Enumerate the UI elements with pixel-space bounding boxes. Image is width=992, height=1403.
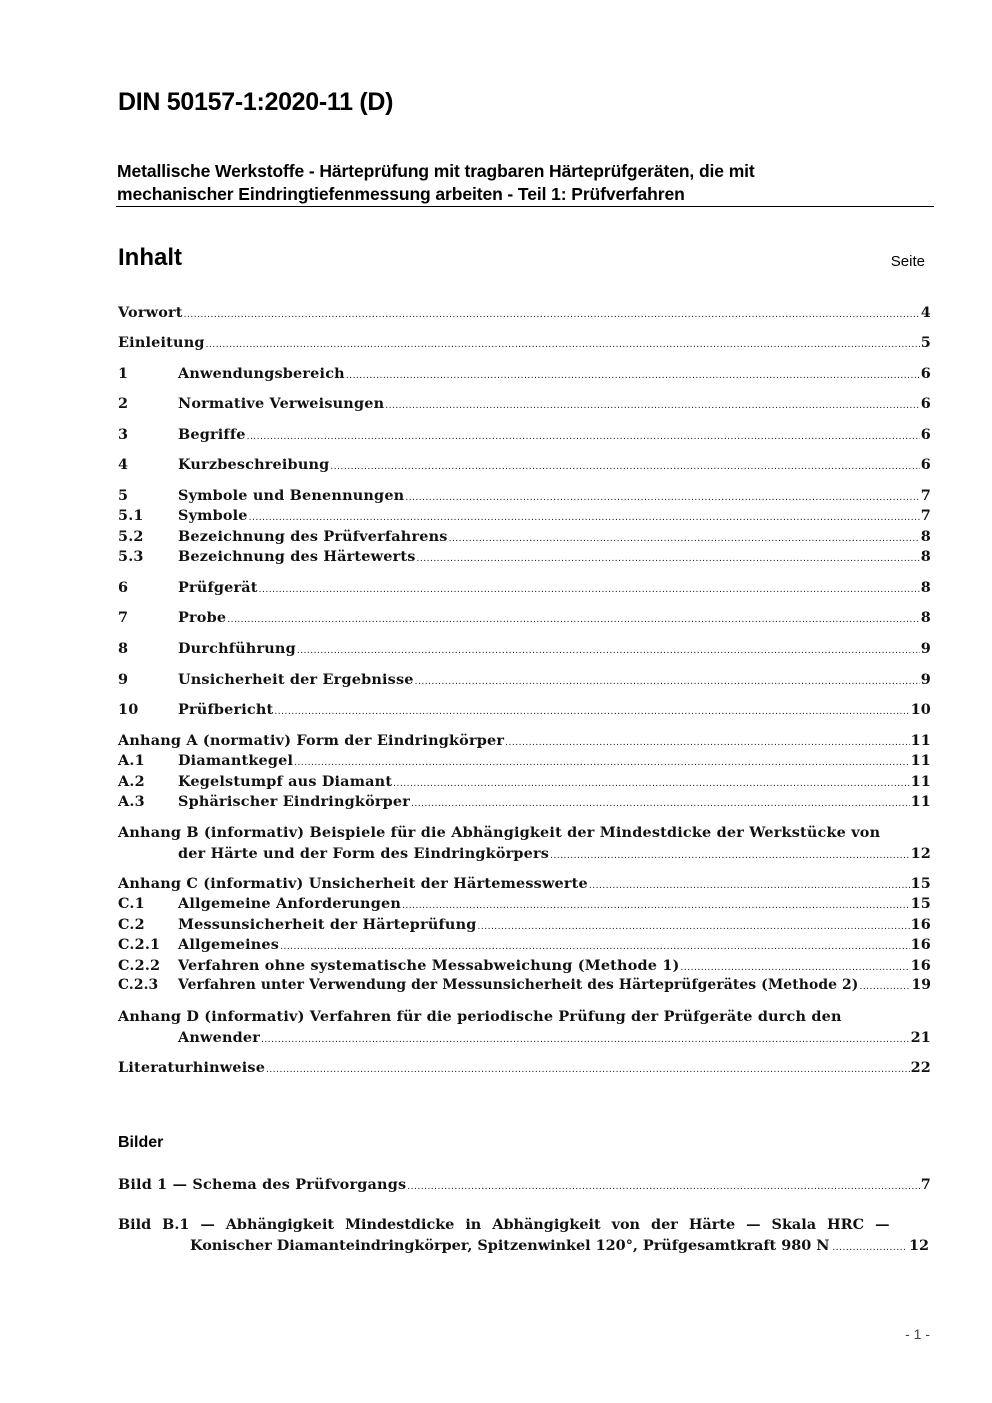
toc-entry-c-2-1[interactable] <box>118 934 931 955</box>
toc-entry-6[interactable] <box>118 577 931 598</box>
figure-entry-title-cont: Konischer Diamanteindringkörper, Spitzenwinkel 120°, Prüfgesamtkraft 980 N <box>190 1237 830 1254</box>
toc-entry-title: Kegelstumpf aus Diamant <box>178 773 393 790</box>
toc-leader-dots <box>247 424 920 448</box>
page-number: - 1 - <box>905 1326 930 1342</box>
figure-entry-title: Bild 1 — Schema des Prüfvorgangs <box>118 1176 407 1193</box>
toc-entry-page: 19 <box>911 977 931 993</box>
toc-leader-dots <box>832 1235 906 1259</box>
toc-entry-title: Allgemeines <box>178 936 280 953</box>
toc-entry-number: 8 <box>118 640 129 657</box>
toc-entry-5-2[interactable] <box>118 526 931 547</box>
toc-entry-5-3[interactable] <box>118 546 931 567</box>
toc-entry-page: 11 <box>910 793 931 810</box>
toc-entry-title: Durchführung <box>178 640 296 657</box>
toc-entry-number: 1 <box>118 365 129 382</box>
toc-leader-dots <box>184 302 920 326</box>
toc-leader-dots <box>259 577 920 601</box>
toc-leader-dots <box>206 332 920 356</box>
toc-entry-number: 5.3 <box>118 548 144 565</box>
toc-entry-number: 10 <box>118 701 139 718</box>
toc-entry-anhang-a[interactable] <box>118 730 931 751</box>
toc-entry-page: 8 <box>920 548 931 565</box>
toc-entry-c-2-2[interactable] <box>118 955 931 976</box>
toc-entry-page: 12 <box>910 845 931 862</box>
toc-entry-number: 9 <box>118 671 129 688</box>
toc-leader-dots <box>330 454 919 478</box>
figure-entry-title: Bild B.1 — Abhängigkeit Mindestdicke in Abhängigkeit von der Härte — Skala HRC — <box>118 1216 890 1233</box>
toc-entry-title: Bezeichnung des Prüfverfahrens <box>178 528 448 545</box>
toc-entry-page: 10 <box>910 701 931 718</box>
toc-entry-title: Unsicherheit der Ergebnisse <box>178 671 414 688</box>
subtitle-line-1: Metallische Werkstoffe - Härteprüfung mit tragbaren Härteprüfgeräten, die mit <box>117 161 755 181</box>
toc-entry-page: 11 <box>910 773 931 790</box>
toc-entry-title: Anwendungsbereich <box>178 365 345 382</box>
toc-entry-number: C.2 <box>118 916 145 933</box>
toc-entry-number: A.1 <box>118 752 145 769</box>
toc-entry-anhang-c[interactable] <box>118 873 931 894</box>
figure-entry-page: 12 <box>908 1237 929 1254</box>
toc-entry-page: 16 <box>910 936 931 953</box>
toc-entry-continuation <box>118 843 931 867</box>
toc-entry-page: 15 <box>910 875 931 892</box>
toc-leader-dots <box>411 791 910 815</box>
figure-entry-continuation <box>118 1235 929 1259</box>
subtitle-underline <box>116 206 934 207</box>
toc-entry-anhang-d[interactable] <box>118 1006 931 1051</box>
toc-entry-1[interactable] <box>118 363 931 384</box>
toc-entry-title: Symbole <box>178 507 248 524</box>
toc-leader-dots <box>550 843 909 867</box>
toc-entry-page: 11 <box>910 752 931 769</box>
toc-entry-number: 6 <box>118 579 129 596</box>
toc-entry-title: Verfahren ohne systematische Messabweichung (Methode 1) <box>178 957 680 974</box>
toc-entry-5-1[interactable] <box>118 505 931 526</box>
toc-entry-title: Anhang C (informativ) Unsicherheit der Härtemesswerte <box>118 875 588 892</box>
toc-leader-dots <box>261 1027 910 1051</box>
toc-entry-page: 6 <box>920 365 931 382</box>
figure-entry-bild-b-1[interactable] <box>118 1214 929 1259</box>
toc-entry-number: 5.2 <box>118 528 144 545</box>
toc-entry-9[interactable] <box>118 669 931 690</box>
toc-leader-dots <box>407 1174 920 1198</box>
toc-entry-page: 8 <box>920 579 931 596</box>
toc-entry-title: Normative Verweisungen <box>178 395 385 412</box>
toc-entry-number: 5.1 <box>118 507 144 524</box>
toc-leader-dots <box>266 1057 910 1081</box>
toc-entry-a-2[interactable] <box>118 771 931 792</box>
toc-page-column-label: Seite <box>890 253 925 270</box>
toc-entry-anhang-b[interactable] <box>118 822 931 867</box>
toc-entry-page: 16 <box>910 916 931 933</box>
toc-entry-c-1[interactable] <box>118 893 931 914</box>
toc-leader-dots <box>274 699 909 723</box>
toc-entry-einleitung[interactable] <box>118 332 931 353</box>
toc-entry-number: 7 <box>118 609 129 626</box>
toc-entry-page: 16 <box>910 957 931 974</box>
toc-entry-title: Messunsicherheit der Härteprüfung <box>178 916 477 933</box>
toc-entry-page: 6 <box>920 395 931 412</box>
toc-entry-10[interactable] <box>118 699 931 720</box>
toc-entry-number: A.3 <box>118 793 145 810</box>
toc-entry-page: 9 <box>920 671 931 688</box>
figure-entry-bild-1[interactable] <box>118 1174 931 1195</box>
toc-entry-8[interactable] <box>118 638 931 659</box>
toc-leader-dots <box>417 546 920 570</box>
document-subtitle <box>117 160 934 206</box>
toc-entry-3[interactable] <box>118 424 931 445</box>
toc-leader-dots <box>227 607 920 631</box>
toc-entry-title: Verfahren unter Verwendung der Messunsicherheit des Härteprüfgerätes (Methode 2) <box>178 977 859 993</box>
toc-entry-page: 8 <box>920 528 931 545</box>
toc-entry-title: Literaturhinweise <box>118 1059 266 1076</box>
toc-entry-continuation <box>118 1027 931 1051</box>
toc-entry-a-3[interactable] <box>118 791 931 812</box>
figure-entry-page: 7 <box>920 1176 931 1193</box>
toc-entry-page: 11 <box>910 732 931 749</box>
toc-entry-page: 9 <box>920 640 931 657</box>
toc-entry-page: 15 <box>910 895 931 912</box>
subtitle-line-2: mechanischer Eindringtiefenmessung arbeiten - Teil 1: Prüfverfahren <box>117 184 685 204</box>
toc-entry-title: Prüfgerät <box>178 579 258 596</box>
toc-entry-number: 2 <box>118 395 129 412</box>
toc-entry-number: 3 <box>118 426 129 443</box>
toc-entry-title: Probe <box>178 609 227 626</box>
toc-leader-dots <box>297 638 920 662</box>
toc-entry-page: 22 <box>910 1059 931 1076</box>
toc-entry-title: Anhang D (informativ) Verfahren für die periodische Prüfung der Prüfgeräte durch den <box>118 1008 842 1025</box>
toc-entry-title: Allgemeine Anforderungen <box>178 895 401 912</box>
toc-entry-number: A.2 <box>118 773 145 790</box>
toc-entry-number: C.1 <box>118 895 145 912</box>
toc-entry-number: 5 <box>118 487 129 504</box>
toc-leader-dots <box>346 363 920 387</box>
toc-entry-title: Kurzbeschreibung <box>178 456 330 473</box>
toc-entry-title: Anhang B (informativ) Beispiele für die Abhängigkeit der Mindestdicke der Werkstücke von <box>118 824 881 841</box>
toc-entry-title: Prüfbericht <box>178 701 274 718</box>
toc-entry-2[interactable] <box>118 393 931 414</box>
toc-entry-number: 4 <box>118 456 129 473</box>
toc-entry-4[interactable] <box>118 454 931 475</box>
toc-entry-title-cont: der Härte und der Form des Eindringkörpers <box>178 845 550 862</box>
toc-entry-c-2[interactable] <box>118 914 931 935</box>
toc-entry-page: 7 <box>920 487 931 504</box>
toc-entry-number: C.2.1 <box>118 936 161 953</box>
toc-leader-dots <box>859 975 910 998</box>
toc-leader-dots <box>415 669 920 693</box>
toc-leader-dots <box>385 393 920 417</box>
figures-heading: Bilder <box>118 1134 164 1151</box>
toc-entry-title: Sphärischer Eindringkörper <box>178 793 411 810</box>
toc-entry-number: C.2.2 <box>118 957 161 974</box>
toc-entry-title: Vorwort <box>118 304 183 321</box>
toc-entry-vorwort[interactable] <box>118 302 931 323</box>
document-id: DIN 50157-1:2020-11 (D) <box>118 88 394 116</box>
toc-entry-title: Diamantkegel <box>178 752 294 769</box>
toc-entry-page: 8 <box>920 609 931 626</box>
toc-entry-page: 5 <box>920 334 931 351</box>
toc-entry-title: Einleitung <box>118 334 205 351</box>
toc-entry-page: 4 <box>920 304 931 321</box>
toc-heading: Inhalt <box>118 244 182 271</box>
toc-entry-number: C.2.3 <box>118 977 159 993</box>
toc-entry-title: Symbole und Benennungen <box>178 487 405 504</box>
toc-entry-5[interactable] <box>118 485 931 506</box>
toc-entry-page: 21 <box>910 1029 931 1046</box>
toc-entry-title-cont: Anwender <box>178 1029 261 1046</box>
toc-entry-title: Anhang A (normativ) Form der Eindringkörper <box>118 732 505 749</box>
toc-entry-a-1[interactable] <box>118 750 931 771</box>
toc-entry-page: 6 <box>920 456 931 473</box>
toc-entry-title: Bezeichnung des Härtewerts <box>178 548 416 565</box>
toc-entry-title: Begriffe <box>178 426 246 443</box>
toc-entry-literaturhinweise[interactable] <box>118 1057 931 1078</box>
toc-entry-7[interactable] <box>118 607 931 628</box>
toc-entry-page: 7 <box>920 507 931 524</box>
toc-entry-c-2-3[interactable] <box>118 975 931 996</box>
toc-entry-page: 6 <box>920 426 931 443</box>
